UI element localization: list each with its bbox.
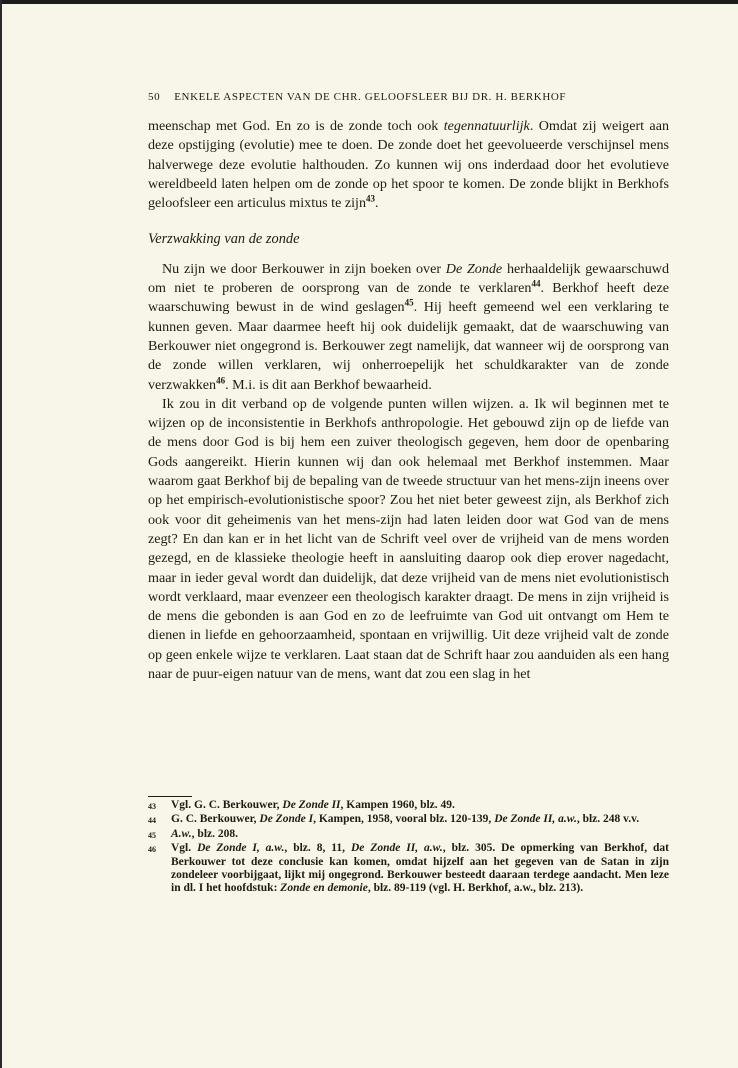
text-run: Nu zijn we door Berkouwer in zijn boeken over bbox=[162, 260, 446, 277]
emphasis: tegennatuurlijk bbox=[443, 118, 530, 134]
footnote-number: 44 bbox=[148, 816, 156, 826]
section-heading: Verzwakking van de zonde bbox=[148, 231, 300, 248]
footnote-45 bbox=[148, 828, 669, 842]
footnote-46 bbox=[148, 842, 669, 896]
page-number: 50 bbox=[148, 91, 161, 103]
footnote-ref-46[interactable]: 46 bbox=[216, 374, 226, 385]
footnote-ref-45[interactable]: 45 bbox=[404, 297, 414, 308]
footnote-44 bbox=[148, 813, 669, 827]
footnote-text: G. C. Berkouwer, De Zonde I, Kampen, 1958, vooral blz. 120-139, De Zonde II, a.w., blz. 248 v.v. bbox=[171, 813, 640, 826]
text-run: . Omdat zij weigert aan deze opstijging (evolutie) mee te doen. De zonde doet het geevolueerde verschijnsel mens halverwege deze evolutie halthouden. Zo kunnen wij ons inderdaad door het evolutieve wereldbeeld laten helpen om de zonde op het spoor te komen. De zonde blijkt in Berkhofs geloofsleer een articulus mixtus te zijn bbox=[148, 118, 669, 212]
paragraph-2 bbox=[148, 260, 669, 395]
footnote-text: Vgl. De Zonde I, a.w., blz. 8, 11, De Zonde II, a.w., blz. 305. De opmerking van Berkhof, dat Berkouwer tot deze conclusie kan komen, omdat hijzelf aan het gegeven van de Satan in zijn zondeleer voorbijgaat, lijkt mij ongegrond. Berkouwer besteedt daaraan terdege aandacht. Men leze in dl. I het hoofdstuk: Zonde en demonie, blz. 89-119 (vgl. H. Berkhof, a.w., blz. 213). bbox=[171, 842, 669, 895]
text-run: . M.i. is dit aan Berkhof bewaarheid. bbox=[225, 376, 432, 393]
text-run: meenschap met God. En zo is de zonde toch ook bbox=[148, 118, 444, 134]
paragraph-3: Ik zou in dit verband op de volgende punten willen wijzen. a. Ik wil beginnen met te wijzen op de inconsistentie in Berkhofs anthropologie. Het gebouwd zijn op de liefde van de mens door God is bij hem een zuiver theologisch gegeven, hem door de openbaring Gods aangereikt. Hierin kunnen wij dan ook helemaal met Berkhof instemmen. Maar waarom gaat Berkhof bij de bepaling van de tweede structuur van het mens-zijn ineens over op het empirisch-evolutionistische spoor? Zou het niet beter geweest zijn, als Berkhof zich ook voor dit geheimenis van het mens-zijn had laten leiden door wat God van de mens zegt? En dan kan er in het licht van de Schrift veel over de vrijheid van de mens worden gezegd, en de klassieke theologie heeft in aansluiting daarop ook diep erover nagedacht, maar in ieder geval wordt dan duidelijk, dat deze vrijheid van de mens niet evolutionistisch wordt verklaard, maar evenzeer een theologisch karakter draagt. De mens in zijn vrijheid is de mens die gebonden is aan God en zo de leefruimte van God uit ontvangt om Hem te dienen in liefde en gehoorzaamheid, spontaan en vrijwillig. Uit deze vrijheid valt de zonde op geen enkele wijze te verklaren. Laat staan dat de Schrift haar zou aanduiden als een hang naar de puur-eigen natuur van de mens, want dat zou een slag in het bbox=[148, 395, 669, 683]
text-run: . bbox=[375, 195, 379, 212]
footnote-ref-44[interactable]: 44 bbox=[531, 278, 541, 289]
footnote-43 bbox=[148, 799, 669, 813]
running-title: ENKELE ASPECTEN VAN DE CHR. GELOOFSLEER BIJ DR. H. BERKHOF bbox=[174, 91, 567, 103]
footnotes bbox=[148, 799, 669, 896]
paragraph-1 bbox=[148, 117, 669, 213]
text-run: . Hij heeft gemeend wel een verklaring te kunnen geven. Maar daarmee heeft hij ook duidelijk gemaakt, dat de waarschuwing van Berkouwer niet ongegrond is. Berkouwer zegt namelijk, dat wanneer wij de oorsprong van de zonde willen verklaren, wij onherroepelijk het schuldkarakter van de zonde verzwakken bbox=[148, 299, 669, 393]
emphasis: De Zonde bbox=[445, 260, 503, 277]
footnote-number: 45 bbox=[148, 830, 156, 840]
footnote-number: 43 bbox=[148, 802, 156, 811]
scan-left-edge bbox=[0, 0, 2, 1068]
scan-top-edge bbox=[0, 0, 738, 4]
text-run: herhaaldelijk gewaarschuwd om niet te proberen de oorsprong van de zonde te verklaren bbox=[148, 260, 669, 297]
text-run: . Berkhof heeft deze waarschuwing bewust in de wind geslagen bbox=[148, 280, 669, 316]
footnote-divider bbox=[148, 796, 192, 797]
body-text bbox=[148, 117, 669, 684]
footnote-number: 46 bbox=[148, 845, 156, 855]
footnote-text: A.w., blz. 208. bbox=[171, 827, 238, 840]
running-head bbox=[148, 91, 668, 103]
footnote-ref-43[interactable]: 43 bbox=[366, 193, 375, 204]
footnote-text: Vgl. G. C. Berkouwer, De Zonde II, Kampen 1960, blz. 49. bbox=[171, 799, 455, 811]
